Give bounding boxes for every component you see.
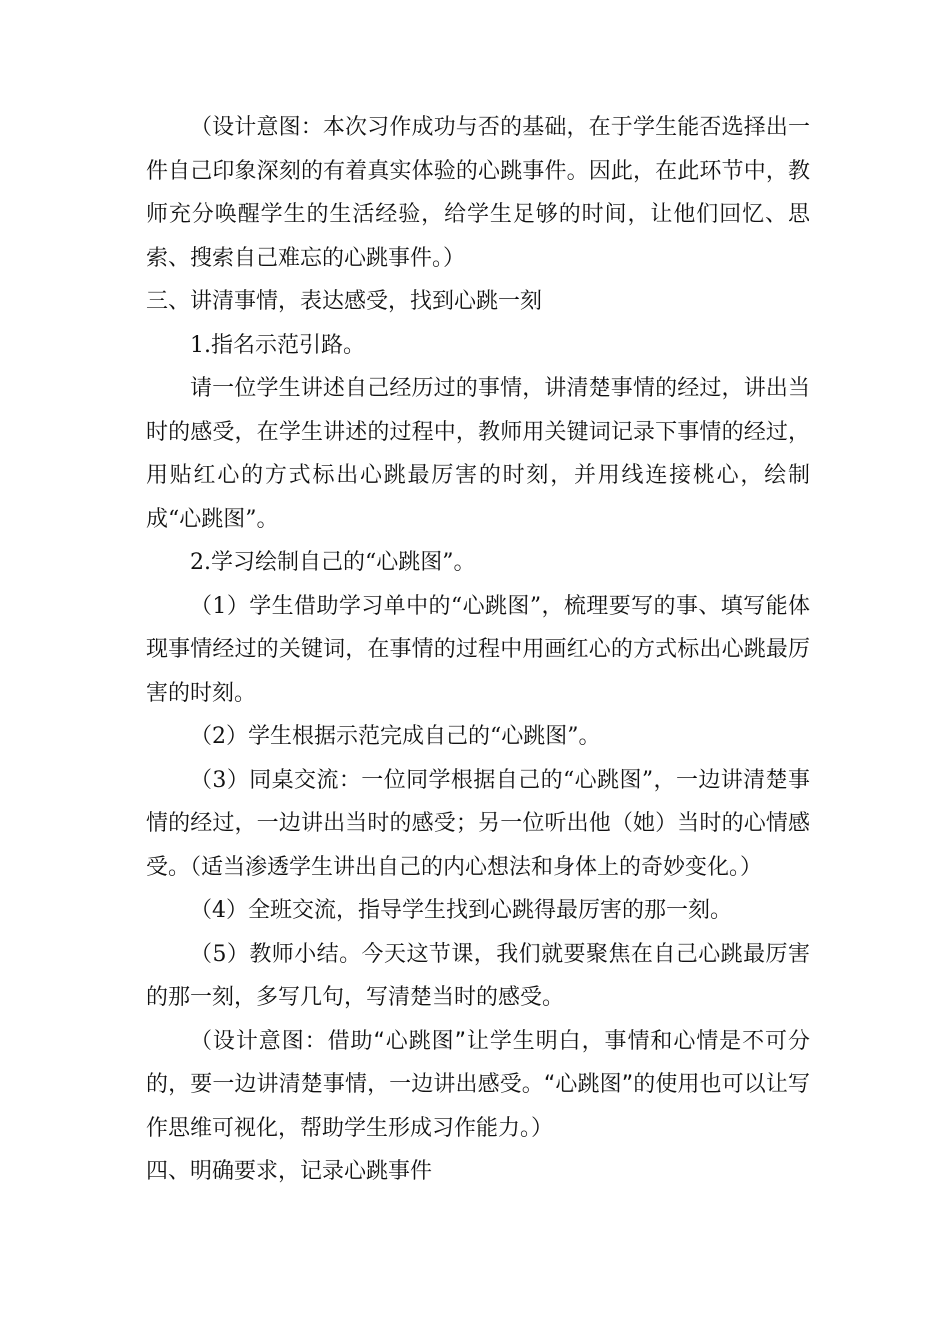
step-1-heading: 1.指名示范引路。 [190, 332, 365, 358]
step-2-item-4: （4）全班交流，指导学生找到心跳得最厉害的那一刻。 [190, 898, 732, 923]
step-2-item-5: （5）教师小结。今天这节课，我们就要聚焦在自己心跳最厉害的那一刻，多写几句，写清楚当时的感受。 [146, 941, 810, 1010]
step-2-item-3: （3）同桌交流：一位同学根据自己的“心跳图”，一边讲清楚事情的经过，一边讲出当时的感受；另一位听出他（她）当时的心情感受。（适当渗透学生讲出自己的内心想法和身体上的奇妙变化。） [146, 767, 810, 880]
design-intent-note-2: （设计意图：借助“心跳图”让学生明白，事情和心情是不可分的，要一边讲清楚事情，一边讲出感受。“心跳图”的使用也可以让写作思维可视化，帮助学生形成习作能力。） [146, 1028, 810, 1141]
step-2-item-1: （1）学生借助学习单中的“心跳图”，梳理要写的事、填写能体现事情经过的关键词，在事情的过程中用画红心的方式标出心跳最厉害的时刻。 [146, 593, 810, 706]
step-1-paragraph: 请一位学生讲述自己经历过的事情，讲清楚事情的经过，讲出当时的感受，在学生讲述的过程中，教师用关键词记录下事情的经过，用贴红心的方式标出心跳最厉害的时刻，并用线连接桃心，绘制成“心跳图”。 [146, 376, 810, 532]
document-page [146, 106, 810, 1194]
section-heading-3: 三、讲清事情，表达感受，找到心跳一刻 [146, 289, 543, 314]
section-heading-4: 四、明确要求，记录心跳事件 [146, 1159, 433, 1184]
step-2-heading: 2.学习绘制自己的“心跳图”。 [190, 550, 476, 575]
design-intent-note-1: （设计意图：本次习作成功与否的基础，在于学生能否选择出一件自己印象深刻的有着真实体验的心跳事件。因此，在此环节中，教师充分唤醒学生的生活经验，给学生足够的时间，让他们回忆、思索、搜索自己难忘的心跳事件。） [146, 115, 810, 271]
step-2-item-2: （2）学生根据示范完成自己的“心跳图”。 [190, 724, 601, 749]
